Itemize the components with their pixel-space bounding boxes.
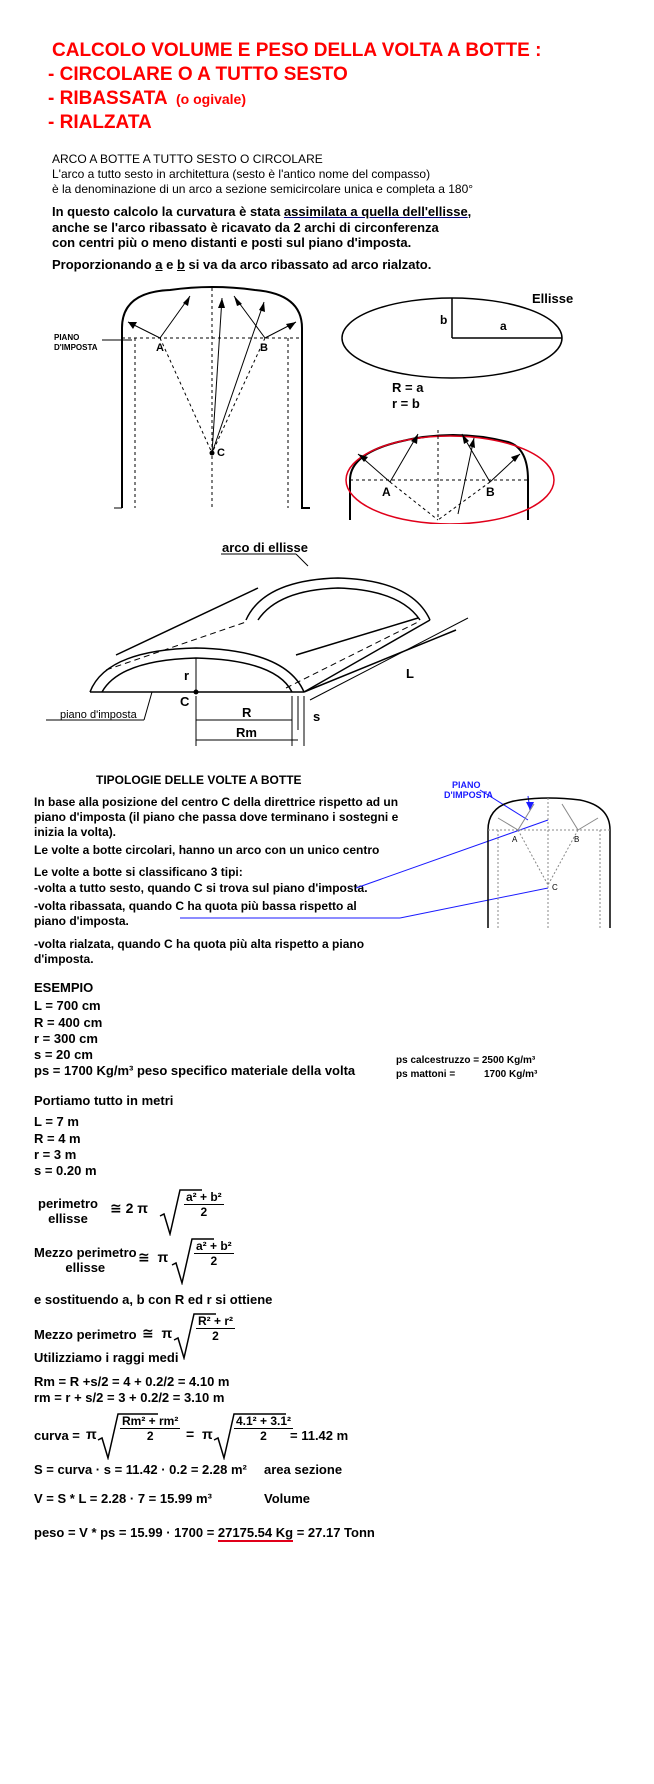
type-ribassata-note: (o ogivale): [176, 91, 247, 107]
sostituendo-text: e sostituendo a, b con R ed r si ottiene: [34, 1292, 273, 1307]
tipologie-line-3: inizia la volta).: [34, 825, 117, 839]
Rm-equation: Rm = R +s/2 = 4 + 0.2/2 = 4.10 m: [34, 1374, 230, 1389]
ps-mattoni-value: 1700 Kg/m³: [484, 1069, 538, 1080]
lowered-arch-diagram: [338, 424, 588, 524]
type-circolare: - CIRCOLARE O A TUTTO SESTO: [48, 64, 348, 85]
perimetro-label: perimetro ellisse: [38, 1196, 98, 1226]
piano-label-2: D'IMPOSTA: [54, 343, 98, 352]
intro-paragraph-2: anche se l'arco ribassato è ricavato da 2 archi di circonferenza: [52, 220, 439, 235]
vault-label-R: R: [242, 705, 252, 720]
tipologie-line-9: -volta rialzata, quando C ha quota più alta rispetto a piano: [34, 937, 365, 951]
small-piano-1: PIANO: [452, 780, 481, 790]
tipologie-line-8: piano d'imposta.: [34, 914, 129, 928]
esempio-s: s = 20 cm: [34, 1047, 93, 1062]
V-equation: V = S * L = 2.28 · 7 = 15.99 m³: [34, 1491, 212, 1506]
ellipse-eq-2: r = b: [392, 396, 420, 411]
vault-label-s: s: [313, 709, 321, 724]
esempio-L: L = 700 cm: [34, 998, 101, 1013]
label-A: A: [156, 342, 164, 354]
esempio-heading: ESEMPIO: [34, 980, 94, 995]
vault-label-Rm: Rm: [236, 725, 257, 740]
small-label-A: A: [512, 835, 518, 844]
intro-heading: ARCO A BOTTE A TUTTO SESTO O CIRCOLARE: [52, 152, 323, 166]
mezzo-perimetro-fraction: $\frac{\text{a² + b²}}{2}$: [196, 1239, 232, 1268]
piano-label-1: PIANO: [54, 333, 80, 342]
tipologie-line-7: -volta ribassata, quando C ha quota più bassa rispetto al: [34, 899, 357, 913]
S-equation: S = curva · s = 11.42 · 0.2 = 2.28 m²: [34, 1462, 247, 1477]
page-title: CALCOLO VOLUME E PESO DELLA VOLTA A BOTTE :: [52, 40, 542, 61]
curva-result: = 11.42 m: [290, 1428, 349, 1443]
perimetro-formula: ≅ 2 π: [110, 1200, 149, 1216]
curva-pi-2: π: [202, 1426, 213, 1442]
esempio-ps: ps = 1700 Kg/m³ peso specifico materiale della volta: [34, 1063, 356, 1078]
ps-calcestruzzo: ps calcestruzzo = 2500 Kg/m³: [396, 1055, 536, 1066]
type-rialzata: - RIALZATA: [48, 112, 152, 133]
vault-label-L: L: [406, 666, 414, 681]
intro-line-2: è la denominazione di un arco a sezione semicircolare unica e completa a 180°: [52, 182, 474, 196]
mezzo-perimetro-formula-2: ≅ π: [142, 1325, 173, 1341]
curva-pi-1: π: [86, 1426, 97, 1442]
metri-heading: Portiamo tutto in metri: [34, 1093, 174, 1108]
small-piano-2: D'IMPOSTA: [444, 790, 493, 800]
vault-label-r: r: [184, 668, 190, 683]
label-B: B: [260, 342, 268, 354]
metri-L: L = 7 m: [34, 1114, 79, 1129]
vault-label-C: C: [180, 694, 190, 709]
mezzo-perimetro-label-2: Mezzo perimetro: [34, 1327, 137, 1342]
peso-result: 27175.54 Kg: [217, 1525, 294, 1540]
type-ribassata: - RIBASSATA: [48, 88, 168, 109]
curva-fraction-2: $\frac{\text{4.1² + 3.1²}}{2}$: [236, 1414, 292, 1443]
esempio-R: R = 400 cm: [34, 1015, 103, 1030]
ellipse-diagram: [340, 290, 580, 420]
vault-label-arco: arco di ellisse: [222, 540, 308, 555]
curva-equals: =: [186, 1426, 195, 1442]
metri-r: r = 3 m: [34, 1147, 77, 1162]
ellipse-label-a: a: [500, 319, 507, 333]
lowered-label-A: A: [382, 485, 391, 499]
peso-equation: peso = V * ps = 15.99 · 1700 = 27175.54 Kg = 27.17 Tonn: [34, 1525, 375, 1540]
intro-line-1: L'arco a tutto sesto in architettura (sesto è l'antico nome del compasso): [52, 167, 431, 181]
ellipse-title: Ellisse: [532, 291, 574, 306]
lowered-label-B: B: [486, 485, 495, 499]
small-label-B: B: [574, 835, 580, 844]
perimetro-fraction: $\frac{\text{a² + b²}}{2}$: [186, 1190, 222, 1219]
tipologie-line-5: Le volte a botte si classificano 3 tipi:: [34, 865, 243, 879]
label-C: C: [217, 447, 225, 459]
arch-diagram: [40, 278, 340, 520]
small-arch-diagram: [0, 760, 654, 990]
mezzo-perimetro-formula: ≅ π: [138, 1249, 169, 1265]
small-label-C: C: [552, 883, 558, 892]
metri-R: R = 4 m: [34, 1131, 81, 1146]
metri-s: s = 0.20 m: [34, 1163, 97, 1178]
S-note: area sezione: [264, 1462, 343, 1477]
tipologie-line-2: piano d'imposta (il piano che passa dove terminano i sostegni e: [34, 810, 399, 824]
tipologie-line-10: d'imposta.: [34, 952, 94, 966]
ps-mattoni-label: ps mattoni =: [396, 1069, 456, 1080]
tipologie-line-1: In base alla posizione del centro C della direttrice rispetto ad un: [34, 795, 399, 809]
mezzo-perimetro-label: Mezzo perimetro ellisse: [34, 1245, 137, 1275]
curva-fraction-1: $\frac{\text{Rm² + rm²}}{2}$: [122, 1414, 179, 1443]
V-note: Volume: [264, 1491, 310, 1506]
vault-label-piano: piano d'imposta: [60, 709, 137, 721]
tipologie-line-4: Le volte a botte circolari, hanno un arco con un unico centro: [34, 843, 380, 857]
intro-paragraph-1: In questo calcolo la curvatura è stata assimilata a quella dell'ellisse,: [52, 204, 472, 219]
raggi-medi-text: Utilizziamo i raggi medi: [34, 1350, 179, 1365]
ellipse-note: assimilata a quella dell'ellisse: [283, 204, 468, 219]
intro-paragraph-4: Proporzionando a e b si va da arco ribassato ad arco rialzato.: [52, 257, 432, 272]
tipologie-line-6: -volta a tutto sesto, quando C si trova sul piano d'imposta.: [34, 881, 368, 895]
vault-3d-diagram: [46, 540, 546, 755]
esempio-r: r = 300 cm: [34, 1031, 98, 1046]
ellipse-eq-1: R = a: [392, 380, 424, 395]
mezzo-perimetro-fraction-2: $\frac{\text{R² + r²}}{2}$: [198, 1314, 234, 1343]
intro-paragraph-3: con centri più o meno distanti e posti sul piano d'imposta.: [52, 235, 412, 250]
curva-label: curva =: [34, 1428, 80, 1443]
tipologie-heading: TIPOLOGIE DELLE VOLTE A BOTTE: [96, 773, 302, 787]
ellipse-label-b: b: [440, 313, 448, 327]
rm-equation: rm = r + s/2 = 3 + 0.2/2 = 3.10 m: [34, 1390, 225, 1405]
